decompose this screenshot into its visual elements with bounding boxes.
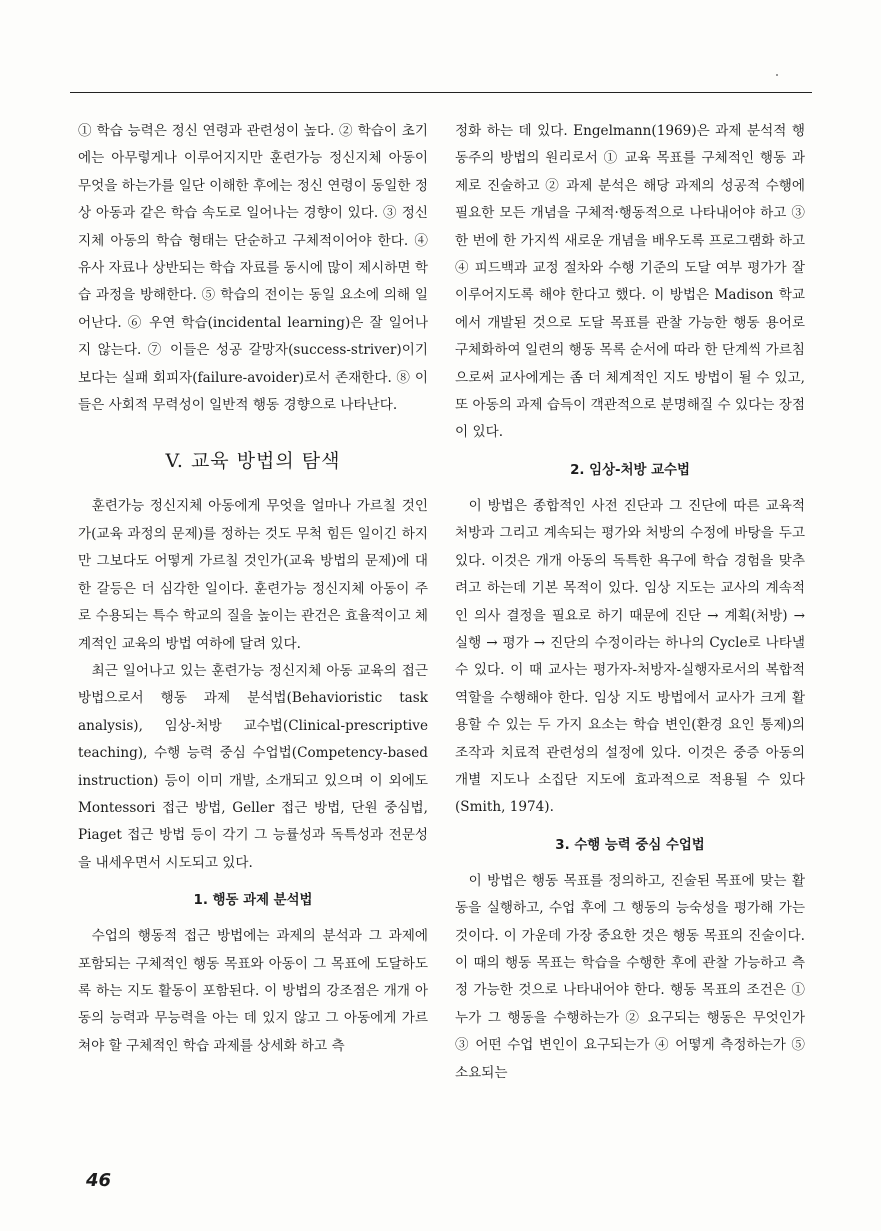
paragraph-task-analysis-cont: 정화 하는 데 있다. Engelmann(1969)은 과제 분석적 행동주의 방법의 원리로서 ① 교육 목표를 구체적인 행동 과제로 진술하고 ② 과제 분석은 해당 과제의 성공적 수행에 필요한 모든 개념을 구체적·행동적으로 나타내어야 하고 ③ 한 번에 한 가지씩 새로운 개념을 배우도록 프로그램화 하고 ④ 피드백과 교정 절차와 수행 기준의 도달 여부 평가가 잘 이루어지도록 해야 한다고 했다. 이 방법은 Madison 학교에서 개발된 것으로 도달 목표를 관찰 가능한 행동 용어로 구체화하여 일련의 행동 목록 순서에 따라 한 단계씩 가르침으로써 교사에게는 좀 더 체계적인 지도 방법이 될 수 있고, 또 아동의 과제 습득이 객관적으로 분명해질 수 있다는 장점이 있다. — [455, 123, 805, 441]
scan-speck — [776, 74, 778, 76]
paragraph-learning-traits: ① 학습 능력은 정신 연령과 관련성이 높다. ② 학습이 초기에는 아무렇게나 이루어지지만 훈련가능 정신지체 아동이 무엇을 하는가를 일단 이해한 후에는 정신 연령이 동일한 정상 아동과 같은 학습 속도로 일어나는 경향이 있다. ③ 정신지체 아동의 학습 형태는 단순하고 구체적이어야 한다. ④ 유사 자료나 상반되는 학습 자료를 동시에 많이 제시하면 학습 과정을 방해한다. ⑤ 학습의 전이는 동일 요소에 의해 일어난다. ⑥ 우연 학습(incidental learning)은 잘 일어나지 않는다. ⑦ 이들은 성공 갈망자(success-striver)이기 보다는 실패 회피자(failure-avoider)로서 존재한다. ⑧ 이들은 사회적 무력성이 일반적 행동 경향으로 나타난다. — [78, 123, 428, 414]
left-column — [78, 118, 428, 1060]
paragraph-clinical: 이 방법은 종합적인 사전 진단과 그 진단에 따른 교육적 처방과 그리고 계속되는 평가와 처방의 수정에 바탕을 두고 있다. 이것은 개개 아동의 독특한 욕구에 학습 경험을 맞추려고 하는데 기본 목적이 있다. 임상 지도는 교사의 계속적인 의사 결정을 필요로 하기 때문에 진단 → 계획(처방) → 실행 → 평가 → 진단의 수정이라는 하나의 Cycle로 나타낼 수 있다. 이 때 교사는 평가자-처방자-실행자로서의 복합적 역할을 수행해야 한다. 임상 지도 방법에서 교사가 크게 활용할 수 있는 두 가지 요소는 학습 변인(환경 요인 통제)의 조작과 치료적 관련성의 설정에 있다. 이것은 중증 아동의 개별 지도나 소집단 지도에 효과적으로 적용될 수 있다(Smith, 1974). — [455, 497, 805, 816]
paragraph-approaches: 최근 일어나고 있는 훈련가능 정신지체 아동 교육의 접근 방법으로서 행동 과제 분석법(Behavioristic task analysis), 임상-처방 교수법(Clinical-prescriptive teaching), 수행 능력 중심 수업법(Competency-based instruction) 등이 이미 개발, 소개되고 있으며 이 외에도 Montessori 접근 방법, Geller 접근 방법, 단원 중심법, Piaget 접근 방법 등이 각기 그 능률성과 독특성과 전문성을 내세우면서 시도되고 있다. — [78, 662, 428, 871]
paragraph-competency: 이 방법은 행동 목표를 정의하고, 진술된 목표에 맞는 활동을 실행하고, 수업 후에 그 행동의 능숙성을 평가해 가는 것이다. 이 가운데 가장 중요한 것은 행동 목표의 진술이다. 이 때의 행동 목표는 학습을 수행한 후에 관찰 가능하고 측정 가능한 것으로 나타내어야 한다. 행동 목표의 조건은 ① 누가 그 행동을 수행하는가 ② 요구되는 행동은 무엇인가 ③ 어떤 수업 변인이 요구되는가 ④ 어떻게 측정하는가 ⑤ 소요되는 — [455, 872, 805, 1081]
page-number: 46 — [86, 1170, 112, 1191]
paragraph-task-analysis: 수업의 행동적 접근 방법에는 과제의 분석과 그 과제에 포함되는 구체적인 행동 목표와 아동이 그 목표에 도달하도록 하는 지도 활동이 포함된다. 이 방법의 강조점은 개개 아동의 능력과 무능력을 아는 데 있지 않고 그 아동에게 가르쳐야 할 구체적인 학습 과제를 상세화 하고 측 — [78, 928, 428, 1054]
subsection-title-clinical: 2. 임상-처방 교수법 — [570, 462, 690, 478]
header-rule — [70, 92, 812, 93]
paragraph-teaching-methods-intro: 훈련가능 정신지체 아동에게 무엇을 얼마나 가르칠 것인가(교육 과정의 문제)를 정하는 것도 무척 힘든 일이긴 하지만 그보다도 어떻게 가르칠 것인가(교육 방법의 문제)에 대한 갈등은 더 심각한 일이다. 훈련가능 정신지체 아동이 주로 수용되는 특수 학교의 질을 높이는 관건은 효율적이고 체계적인 교육의 방법 여하에 달려 있다. — [78, 498, 428, 652]
section-title: V. 교육 방법의 탐색 — [165, 450, 341, 473]
subsection-title-competency: 3. 수행 능력 중심 수업법 — [555, 837, 705, 853]
right-column — [455, 118, 805, 1087]
subsection-title-task-analysis: 1. 행동 과제 분석법 — [193, 893, 313, 909]
